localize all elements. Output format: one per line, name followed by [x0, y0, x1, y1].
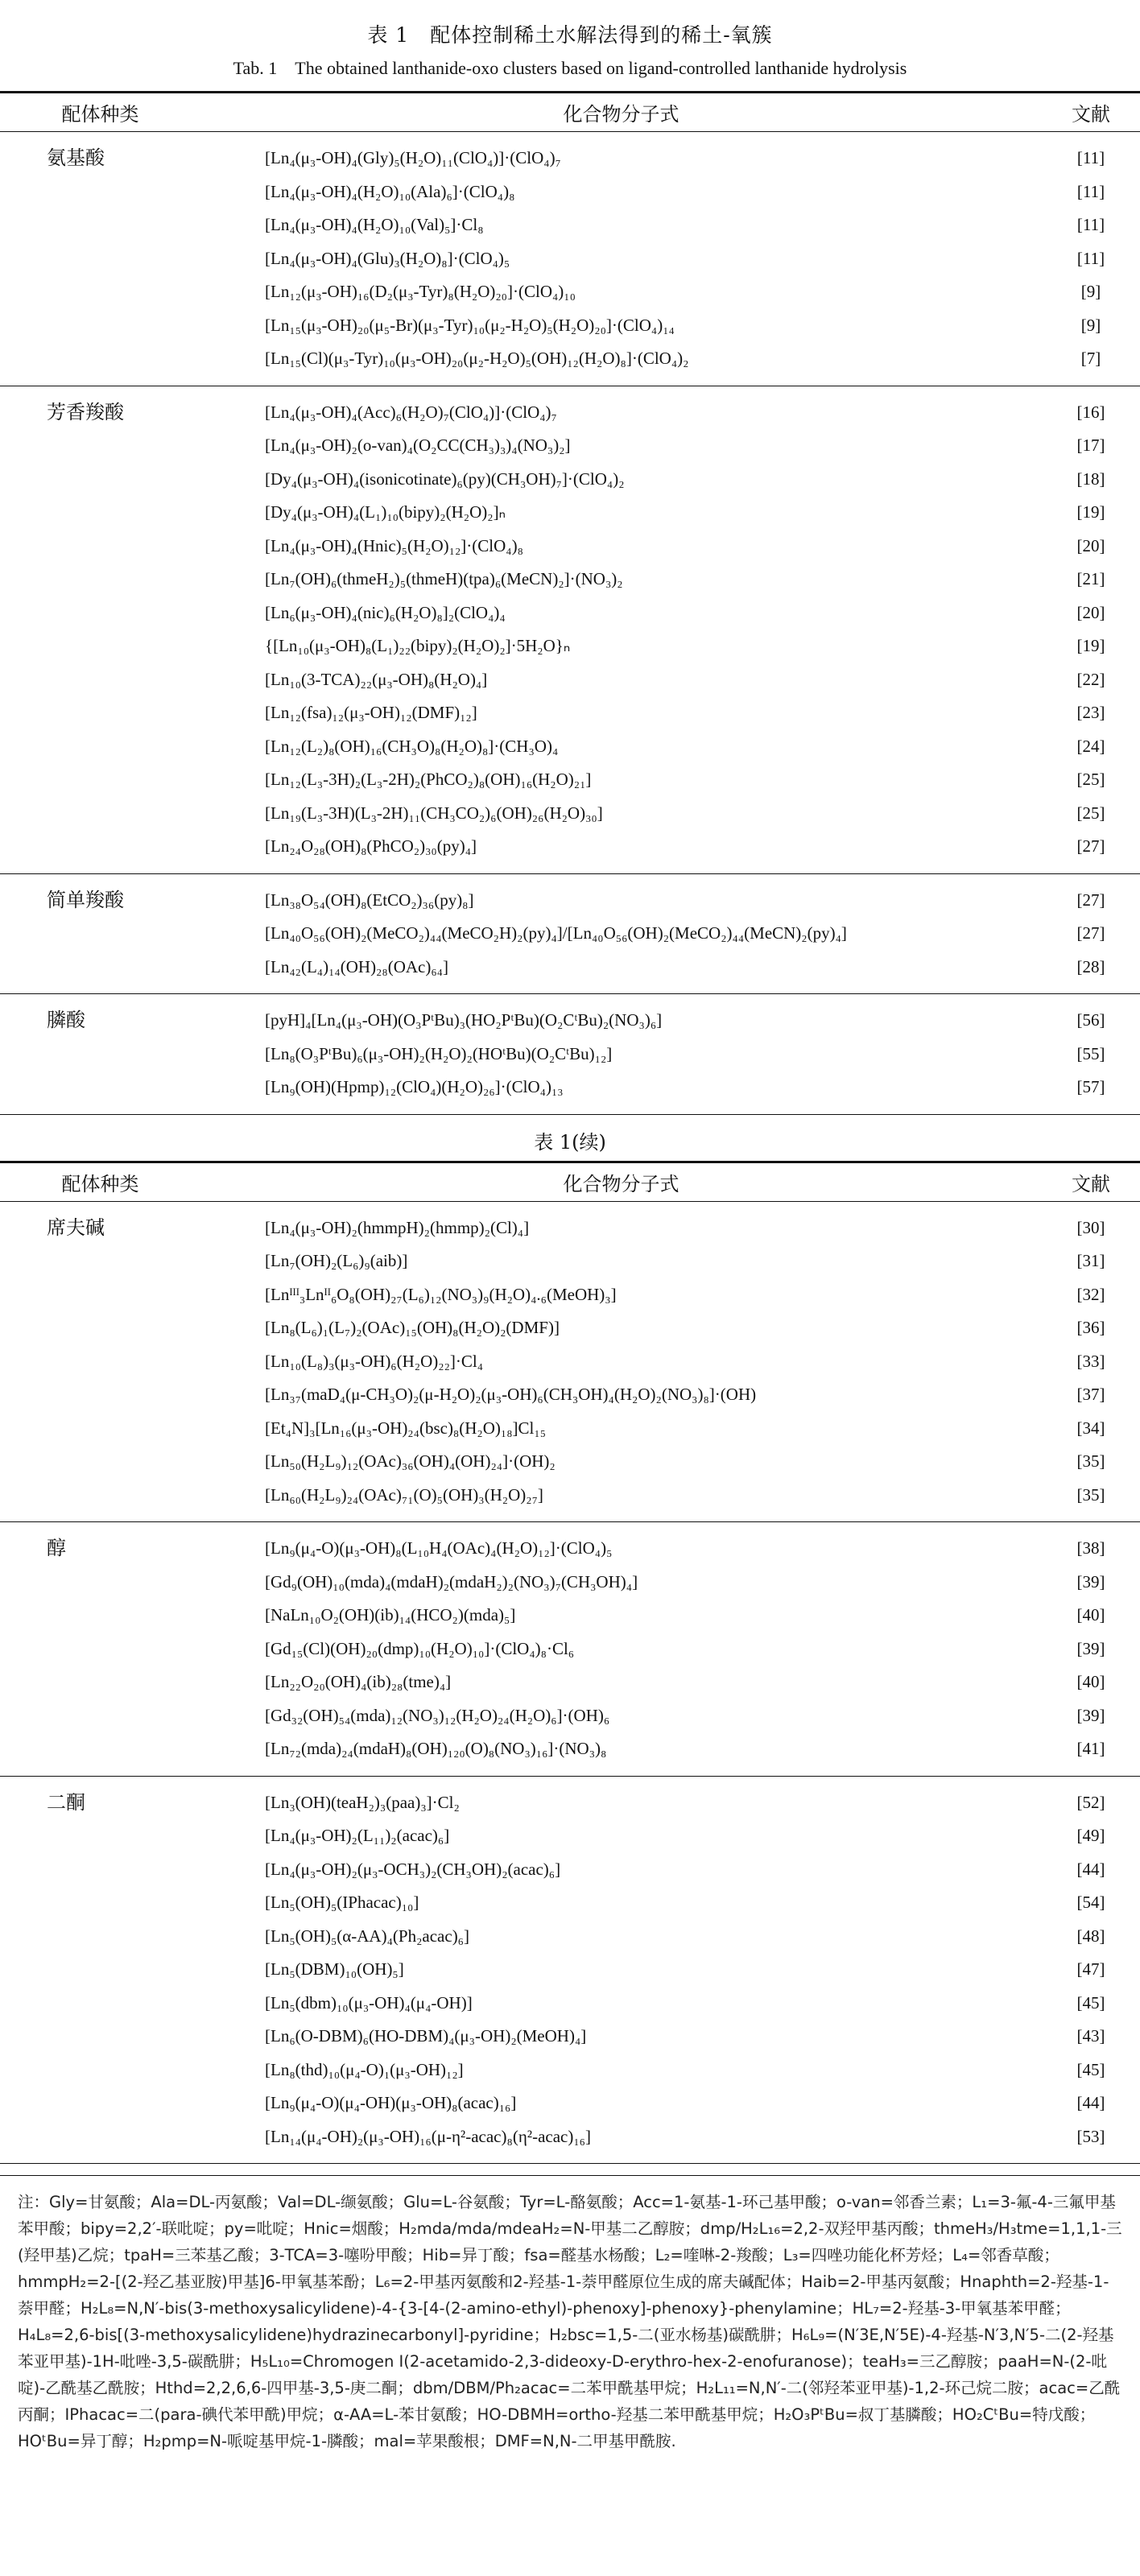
reference-list: [1042, 1776, 1140, 2164]
formula-cell: [Ln₇(OH)₂(L₆)₉(aib)]: [265, 1251, 408, 1270]
ligand-group: [0, 1776, 1140, 2164]
formula-cell: [Ln₄(μ₃-OH)₂(μ₃-OCH₃)₂(CH₃OH)₂(acac)₆]: [265, 1859, 561, 1879]
formula-cell: [Ln₈(L₆)₁(L₇)₂(OAc)₁₅(OH)₈(H₂O)₂(DMF)]: [265, 1318, 560, 1337]
reference-cell: [54]: [1076, 1893, 1105, 1912]
table-part1: [0, 91, 1140, 1115]
formula-cell: [Ln₅(OH)₅(α-AA)₄(Ph₂acac)₆]: [265, 1926, 469, 1946]
reference-cell: [36]: [1076, 1318, 1105, 1337]
reference-cell: [45]: [1076, 1992, 1105, 2013]
ligand-group: [0, 132, 1140, 386]
reference-cell: [9]: [1080, 315, 1101, 335]
ligand-category: 简单羧酸: [47, 888, 124, 911]
reference-cell: [53]: [1076, 2126, 1105, 2146]
formula-cell: [NaLn₁₀O₂(OH)(ib)₁₄(HCO₂)(mda)₅]: [265, 1605, 516, 1624]
formula-cell: [Ln₂₄O₂₈(OH)₈(PhCO₂)₃₀(py)₄]: [265, 836, 477, 856]
formula-cell: [Ln₄(μ₃-OH)₄(H₂O)₁₀(Val)₅]·Cl₈: [265, 215, 484, 234]
header-ligand-type: 配体种类: [61, 103, 139, 126]
reference-cell: [39]: [1076, 1705, 1105, 1725]
reference-cell: [35]: [1076, 1484, 1105, 1505]
formula-cell: [Ln₅₀(H₂L₉)₁₂(OAc)₃₆(OH)₄(OH)₂₄]·(OH)₂: [265, 1451, 556, 1471]
ligand-category: 席夫碱: [47, 1216, 105, 1239]
reference-cell: [43]: [1076, 2026, 1105, 2046]
reference-list: [1042, 1522, 1140, 1777]
reference-cell: [21]: [1076, 569, 1105, 588]
reference-cell: [41]: [1076, 1739, 1105, 1758]
reference-cell: [27]: [1076, 836, 1105, 856]
header-formula: 化合物分子式: [563, 1172, 679, 1195]
reference-cell: [55]: [1076, 1043, 1105, 1063]
reference-list: [1042, 386, 1140, 873]
reference-cell: [17]: [1076, 436, 1105, 455]
reference-cell: [33]: [1076, 1351, 1105, 1371]
formula-cell: [Gd₉(OH)₁₀(mda)₄(mdaH)₂(mdaH₂)₂(NO₃)₇(CH₃OH)₄]: [265, 1571, 638, 1591]
ligand-group: [0, 386, 1140, 873]
reference-cell: [37]: [1076, 1385, 1105, 1404]
formula-cell: [Gd₁₅(Cl)(OH)₂₀(dmp)₁₀(H₂O)₁₀]·(ClO₄)₈·Cl₆: [265, 1638, 575, 1658]
table-header-continued: [0, 1162, 1140, 1201]
formula-cell: {[Ln₁₀(μ₃-OH)₈(L₁)₂₂(bipy)₂(H₂O)₂]·5H₂O}ₙ: [265, 636, 571, 655]
reference-cell: [11]: [1076, 248, 1105, 268]
formula-cell: [Dy₄(μ₃-OH)₄(isonicotinate)₆(py)(CH₃OH)₇]·(ClO₄)₂: [265, 469, 625, 489]
reference-cell: [25]: [1076, 770, 1105, 789]
reference-cell: [11]: [1076, 181, 1105, 201]
reference-cell: [49]: [1076, 1826, 1105, 1845]
formula-cell: [Ln₄(μ₃-OH)₄(Gly)₅(H₂O)₁₁(ClO₄)]·(ClO₄)₇: [265, 148, 561, 167]
ligand-category: 二酮: [47, 1790, 85, 1814]
formula-cell: [Ln₁₀(L₈)₃(μ₃-OH)₆(H₂O)₂₂]·Cl₄: [265, 1351, 484, 1371]
reference-list: [1042, 132, 1140, 386]
reference-cell: [40]: [1076, 1605, 1105, 1624]
reference-cell: [44]: [1076, 2093, 1105, 2112]
ligand-category: 膦酸: [47, 1009, 85, 1031]
ligand-group: [0, 873, 1140, 994]
formula-cell: [Et₄N]₃[Ln₁₆(μ₃-OH)₂₄(bsc)₈(H₂O)₁₈]Cl₁₅: [265, 1418, 547, 1438]
formula-cell: [Ln₄₂(L₄)₁₄(OH)₂₈(OAc)₆₄]: [265, 956, 448, 976]
formula-cell: [Ln₃(OH)(teaH₂)₃(paa)₃]·Cl₂: [265, 1792, 460, 1812]
formula-cell: [Ln₁₉(L₃-3H)(L₃-2H)₁₁(CH₃CO₂)₆(OH)₂₆(H₂O)₃₀]: [265, 803, 603, 823]
formula-cell: [Ln₁₀(3-TCA)₂₂(μ₃-OH)₈(H₂O)₄]: [265, 669, 488, 689]
formula-cell: [Ln₄(μ₃-OH)₄(Acc)₆(H₂O)₇(ClO₄)]·(ClO₄)₇: [265, 402, 557, 422]
formula-list: [200, 1201, 1042, 1522]
formula-cell: [pyH]₄[Ln₄(μ₃-OH)(O₃PᵗBu)₃(HO₂PᵗBu)(O₂CᵗBu)₂(NO₃)₆]: [265, 1010, 663, 1030]
formula-cell: [Ln₆(O-DBM)₆(HO-DBM)₄(μ₃-OH)₂(MeOH)₄]: [265, 2026, 587, 2046]
formula-cell: [Ln₄(μ₃-OH)₂(o-van)₄(O₂CC(CH₃)₃)₄(NO₃)₂]: [265, 436, 571, 455]
table-part2: [0, 1161, 1140, 2165]
ligand-group: [0, 1201, 1140, 1522]
table-header: [0, 93, 1140, 132]
ligand-group: [0, 994, 1140, 1115]
reference-cell: [9]: [1080, 282, 1101, 301]
formula-cell: [Dy₄(μ₃-OH)₄(L₁)₁₀(bipy)₂(H₂O)₂]ₙ: [265, 502, 506, 522]
table-notes: 注：Gly=甘氨酸；Ala=DL-丙氨酸；Val=DL-缬氨酸；Glu=L-谷氨酸；Tyr=L-酪氨酸；Acc=1-氨基-1-环己基甲酸；o-van=邻香兰素；L₁=3-氟-4-三氟甲基苯甲酸；bipy=2,2′-联吡啶；py=吡啶；Hnic=烟酸；H₂mda/mda/mdeaH₂=N-甲基二乙醇胺；dmp/H₂L₁₆=2,2-双羟甲基丙酸；thmeH₃/H₃tme=1,1,1-三(羟甲基)乙烷；tpaH=三苯基乙酸；3-TCA=3-噻吩甲酸；Hib=异丁酸；fsa=醛基水杨酸；L₂=喹啉-2-羧酸；L₃=四唑功能化杯芳烃；L₄=邻香草酸；hmmpH₂=2-[(2-羟乙基亚胺)甲基]6-甲氧基苯酚；L₆=2-甲基丙氨酸和2-羟基-1-萘甲醛原位生成的席夫碱配体；Haib=2-甲基丙氨酸；Hnaphth=2-羟基-1-萘甲醛；H₂L₈=N,N′-bis(3-methoxysalicylidene)-4-{3-[4-(2-amino-ethyl)-phenoxy]-phenoxy}-phenylamine；HL₇=2-羟基-3-甲氧基苯甲醛；H₄L₈=2,6-bis[(3-methoxysalicylidene)hydrazinecarbonyl]-pyridine；H₂bsc=1,5-二(亚水杨基)碳酰肼；H₆L₉=(N′3E,N′5E)-4-羟基-N′3,N′5-二(2-羟基苯亚甲基)-1H-吡唑-3,5-碳酰肼；H₅L₁₀=Chromogen Ⅰ(2-acetamido-2,3-dideoxy-D-erythro-hex-2-enofuranose)；teaH₃=三乙醇胺；paaH=N-(2-吡啶)-乙酰基乙酰胺；Hthd=2,2,6,6-四甲基-3,5-庚二酮；dbm/DBM/Ph₂acac=二苯甲酰基甲烷；H₂L₁₁=N,N′-二(邻羟苯亚甲基)-1,2-环己烷二胺；acac=乙酰丙酮；IPhacac=二(para-碘代苯甲酰)甲烷；α-AA=L-苯甘氨酸；HO-DBMH=ortho-羟基二苯甲酰基甲烷；H₂O₃PᵗBu=叔丁基膦酸；HO₂CᵗBu=特戊酸；HOᵗBu=异丁醇；H₂pmp=N-哌啶基甲烷-1-膦酸；mal=苹果酸根；DMF=N,N-二甲基甲酰胺.: [0, 2175, 1140, 2454]
reference-cell: [45]: [1076, 2059, 1105, 2079]
reference-cell: [27]: [1076, 890, 1105, 910]
reference-list: [1042, 873, 1140, 994]
caption-chinese: 表 1 配体控制稀土水解法得到的稀土-氧簇: [367, 23, 773, 47]
ligand-group: [0, 1522, 1140, 1777]
formula-cell: [Gd₃₂(OH)₅₄(mda)₁₂(NO₃)₁₂(H₂O)₂₄(H₂O)₆]·(OH)₆: [265, 1705, 610, 1725]
reference-cell: [47]: [1076, 1959, 1105, 1979]
formula-cell: [Ln₁₂(fsa)₁₂(μ₃-OH)₁₂(DMF)₁₂]: [265, 703, 477, 722]
formula-cell: [Ln₉(μ₄-O)(μ₄-OH)(μ₃-OH)₈(acac)₁₆]: [265, 2093, 517, 2112]
reference-cell: [19]: [1076, 502, 1105, 522]
reference-cell: [20]: [1076, 535, 1105, 555]
header-formula: 化合物分子式: [563, 103, 679, 126]
continued-caption: 表 1(续): [534, 1130, 606, 1154]
header-reference: 文献: [1072, 1172, 1110, 1195]
reference-cell: [18]: [1076, 469, 1105, 489]
reference-cell: [35]: [1076, 1451, 1105, 1471]
formula-list: [200, 1522, 1042, 1777]
formula-list: [200, 386, 1042, 873]
reference-cell: [25]: [1076, 803, 1105, 823]
reference-cell: [40]: [1076, 1672, 1105, 1691]
formula-cell: [Ln₇(OH)₆(thmeH₂)₅(thmeH)(tpa)₆(MeCN)₂]·(NO₃)₂: [265, 569, 623, 588]
formula-list: [200, 873, 1042, 994]
formula-cell: [Ln₄(μ₃-OH)₄(Hnic)₅(H₂O)₁₂]·(ClO₄)₈: [265, 535, 523, 555]
reference-cell: [11]: [1076, 215, 1105, 234]
reference-list: [1042, 1201, 1140, 1522]
reference-list: [1042, 994, 1140, 1115]
reference-cell: [27]: [1076, 923, 1105, 943]
caption-english: Tab. 1 The obtained lanthanide-oxo clusters based on ligand-controlled lanthanide hydrolysis: [233, 58, 907, 78]
reference-cell: [32]: [1076, 1284, 1105, 1304]
formula-cell: [Ln₂₂O₂₀(OH)₄(ib)₂₈(tme)₄]: [265, 1672, 452, 1691]
reference-cell: [34]: [1076, 1418, 1105, 1438]
formula-cell: [Ln₁₅(μ₃-OH)₂₀(μ₅-Br)(μ₃-Tyr)₁₀(μ₂-H₂O)₅(H₂O)₂₀]·(ClO₄)₁₄: [265, 315, 675, 335]
formula-cell: [Ln₃₇(maD₄(μ-CH₃O)₂(μ-H₂O)₂(μ₃-OH)₆(CH₃OH)₄(H₂O)₂(NO₃)₈]·(OH): [265, 1385, 757, 1404]
reference-cell: [31]: [1076, 1251, 1105, 1270]
reference-cell: [39]: [1076, 1638, 1105, 1658]
reference-cell: [48]: [1076, 1926, 1105, 1946]
header-ligand-type: 配体种类: [61, 1172, 139, 1195]
formula-cell: [Ln₉(OH)(Hpmp)₁₂(ClO₄)(H₂O)₂₆]·(ClO₄)₁₃: [265, 1077, 564, 1096]
reference-cell: [19]: [1076, 636, 1105, 655]
reference-cell: [20]: [1076, 602, 1105, 622]
table-caption: [0, 0, 1140, 80]
formula-cell: [Ln₁₂(L₂)₈(OH)₁₆(CH₃O)₈(H₂O)₈]·(CH₃O)₄: [265, 736, 559, 756]
formula-cell: [Ln₄(μ₃-OH)₂(L₁₁)₂(acac)₆]: [265, 1826, 450, 1845]
reference-cell: [38]: [1076, 1538, 1105, 1558]
formula-cell: [Ln₁₂(L₃-3H)₂(L₃-2H)₂(PhCO₂)₈(OH)₁₆(H₂O)₂₁]: [265, 770, 592, 789]
reference-cell: [52]: [1076, 1792, 1105, 1812]
formula-cell: [Ln₅(dbm)₁₀(μ₃-OH)₄(μ₄-OH)]: [265, 1992, 473, 2013]
formula-cell: [Ln₉(μ₄-O)(μ₃-OH)₈(L₁₀H₄(OAc)₄(H₂O)₁₂]·(ClO₄)₅: [265, 1538, 613, 1558]
ligand-category: 芳香羧酸: [47, 400, 124, 423]
formula-cell: [Lnᴵᴵᴵ₃Lnᴵᴵ₆O₈(OH)₂₇(L₆)₁₂(NO₃)₉(H₂O)₄.₆(MeOH)₃]: [265, 1284, 617, 1304]
formula-cell: [Ln₇₂(mda)₂₄(mdaH)₈(OH)₁₂₀(O)₈(NO₃)₁₆]·(NO₃)₈: [265, 1739, 607, 1758]
formula-cell: [Ln₈(thd)₁₀(μ₄-O)₁(μ₃-OH)₁₂]: [265, 2059, 464, 2079]
reference-cell: [22]: [1076, 669, 1105, 689]
formula-cell: [Ln₅(DBM)₁₀(OH)₅]: [265, 1959, 404, 1979]
formula-cell: [Ln₄(μ₃-OH)₄(Glu)₃(H₂O)₈]·(ClO₄)₅: [265, 248, 510, 268]
reference-cell: [16]: [1076, 402, 1105, 422]
formula-list: [200, 994, 1042, 1115]
formula-cell: [Ln₆(μ₃-OH)₄(nic)₆(H₂O)₈]₂(ClO₄)₄: [265, 602, 506, 622]
reference-cell: [39]: [1076, 1571, 1105, 1591]
formula-cell: [Ln₃₈O₅₄(OH)₈(EtCO₂)₃₆(py)₈]: [265, 890, 474, 910]
header-reference: 文献: [1072, 103, 1110, 126]
reference-cell: [28]: [1076, 956, 1105, 976]
reference-cell: [44]: [1076, 1859, 1105, 1879]
formula-list: [200, 132, 1042, 386]
formula-cell: [Ln₄₀O₅₆(OH)₂(MeCO₂)₄₄(MeCO₂H)₂(py)₄]/[Ln₄₀O₅₆(OH)₂(MeCO₂)₄₄(MeCN)₂(py)₄]: [265, 923, 847, 943]
formula-cell: [Ln₁₂(μ₃-OH)₁₆(D₂(μ₃-Tyr)₈(H₂O)₂₀]·(ClO₄)₁₀: [265, 282, 576, 301]
reference-cell: [11]: [1076, 148, 1105, 167]
reference-cell: [30]: [1076, 1217, 1105, 1237]
formula-cell: [Ln₁₄(μ₄-OH)₂(μ₃-OH)₁₆(μ-η²-acac)₈(η²-acac)₁₆]: [265, 2126, 591, 2146]
formula-cell: [Ln₆₀(H₂L₉)₂₄(OAc)₇₁(O)₅(OH)₃(H₂O)₂₇]: [265, 1484, 543, 1505]
formula-cell: [Ln₅(OH)₅(IPhacac)₁₀]: [265, 1893, 419, 1912]
formula-cell: [Ln₄(μ₃-OH)₄(H₂O)₁₀(Ala)₆]·(ClO₄)₈: [265, 181, 515, 201]
reference-cell: [23]: [1076, 703, 1105, 722]
reference-cell: [24]: [1076, 736, 1105, 756]
formula-list: [200, 1776, 1042, 2164]
reference-cell: [56]: [1076, 1010, 1105, 1030]
formula-cell: [Ln₁₅(Cl)(μ₃-Tyr)₁₀(μ₃-OH)₂₀(μ₂-H₂O)₅(OH)₁₂(H₂O)₈]·(ClO₄)₂: [265, 349, 689, 368]
reference-cell: [7]: [1080, 349, 1101, 368]
ligand-category: 醇: [47, 1537, 66, 1559]
ligand-category: 氨基酸: [47, 147, 105, 169]
reference-cell: [57]: [1076, 1077, 1105, 1096]
formula-cell: [Ln₈(O₃PᵗBu)₆(μ₃-OH)₂(H₂O)₂(HOᵗBu)(O₂CᵗBu)₁₂]: [265, 1043, 613, 1063]
formula-cell: [Ln₄(μ₃-OH)₂(hmmpH)₂(hmmp)₂(Cl)₄]: [265, 1217, 530, 1237]
